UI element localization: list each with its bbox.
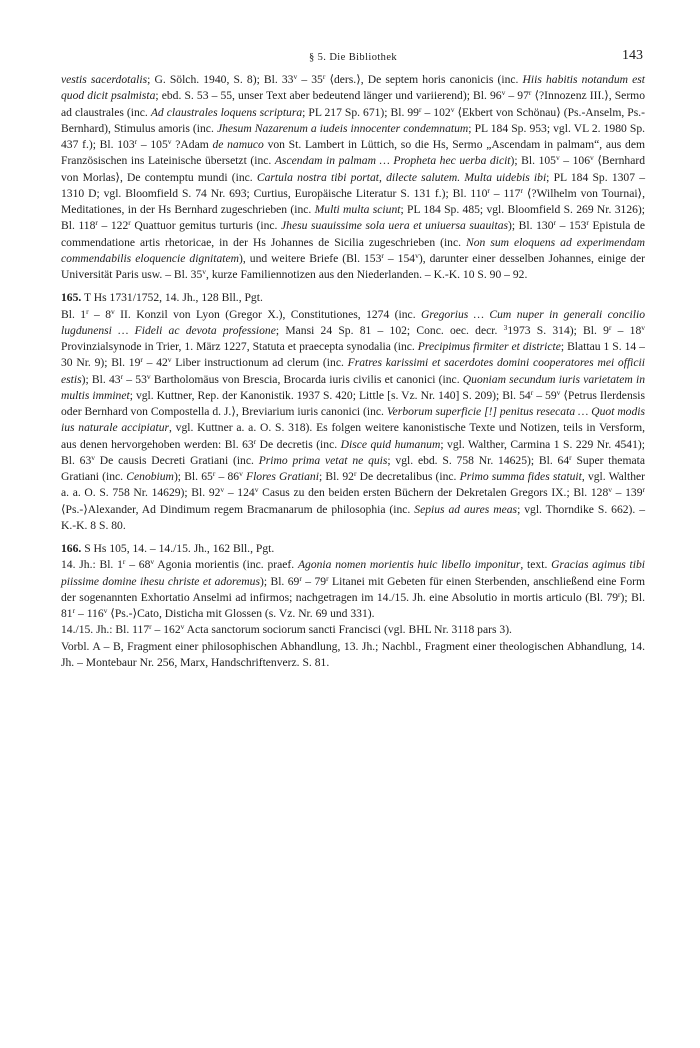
folio-side: v [150, 557, 155, 567]
text-run: – 162 [151, 623, 181, 637]
folio-side: r [586, 218, 589, 228]
text-run: Liber instructionum ad clerum (inc. [171, 356, 348, 370]
incipit-text: Jhesu suauissime sola uera et uniuersa suauitas [281, 219, 509, 233]
text-run: Litanei mit Gebeten für einen Sterbenden, anschließend eine Form der sogenannten Exhortatio Anselmi ad infirmos; nachgetragen im 14./15. Jh. eine Absolutio in mortis articulo (Bl. 79 [61, 574, 646, 604]
text-run: Agonia morientis (inc. praef. [154, 558, 298, 572]
folio-side: v [608, 485, 612, 495]
incipit-text: Precipimus firmiter et districte [417, 340, 561, 353]
folio-side: v [415, 250, 419, 260]
folio-side: v [91, 452, 95, 462]
incipit-text: Gracias agimus tibi piissime domine ihesu christe et adoremus [61, 558, 645, 588]
folio-side: v [167, 137, 172, 146]
text-run: ; vgl. Kuttner, Rep. der Kanonistik. 1937 S. 420; Little [s. Vz. Nr. 140] S. 209); Bl. 54 [129, 388, 531, 402]
text-run: ; PL 217 Sp. 671); Bl. 99 [302, 105, 419, 119]
page [61, 46, 645, 678]
folio-side: r [530, 387, 534, 397]
text-run: – 154 [383, 251, 416, 265]
text-run: Super themata Gratiani (inc. [61, 453, 645, 483]
text-run: – 18 [611, 323, 642, 337]
folio-side: r [618, 589, 621, 599]
folio-side: v [293, 72, 298, 81]
text-run: ⟨Ekbert von Schönau⟩ (Ps.-Anselm, Ps.-Bernhard), Stimulus amoris (inc. [61, 105, 645, 135]
folio-side: r [128, 218, 131, 228]
text-run: – 97 [505, 89, 529, 103]
text-run: ⟨Ps.-⟩Cato, Disticha mit Glossen (s. Vz. Nr. 69 und 331). [107, 607, 375, 620]
incipit-text: Cenobium [126, 470, 174, 483]
entry-heading [61, 290, 645, 306]
text-run: ⟨Petrus Ilerdensis oder Bernhard von Compostella d. J.⟩, Breviarium iuris canonici (inc. [61, 388, 645, 418]
text-run: – 106 [559, 154, 591, 168]
folio-side: r [608, 322, 612, 332]
folio-side: r [381, 250, 384, 260]
text-run: ⟨Bernhard von Morlas⟩, De contemptu mundi (inc. [61, 154, 645, 184]
folio-side: r [140, 355, 143, 365]
text-run: Bl. 1 [61, 307, 87, 321]
text-run: ⟨ders.⟩, De septem horis canonicis (inc. [325, 73, 523, 86]
folio-side: v [111, 306, 115, 316]
incipit-text: Agonia nomen morientis huic libello imponitur [297, 558, 521, 572]
folio-side: r [418, 104, 422, 114]
text-run: 1973 S. 314); Bl. 9 [507, 323, 609, 337]
text-run: – 153 [556, 219, 587, 233]
text-run: 14./15. Jh.: Bl. 117 [61, 623, 150, 637]
text-run: ; vgl. Walther, Carmina 1 S. 229 Nr. 4541); Bl. 63 [61, 437, 645, 467]
folio-side: r [553, 218, 557, 228]
text-run: – 116 [75, 607, 104, 620]
text-run: Epistula de commendatione artis rhetoricae, in der Hs Johannes de Sicilia zugeschrieben (inc. [61, 219, 645, 249]
running-title: § 5. Die Bibliothek [308, 52, 398, 63]
folio-side: r [487, 185, 490, 195]
text-run: ; Mansi 24 Sp. 81 – 102; Conc. oec. decr. [275, 323, 504, 337]
text-run: ; vgl. ebd. S. 758 Nr. 14625); Bl. 64 [387, 453, 570, 467]
folio-side: r [528, 88, 532, 98]
entry-shelfmark: T Hs 1731/1752, 14. Jh., 128 Bll., Pgt. [81, 291, 263, 305]
incipit-text: Gregorius … Cum nuper in generali concilio lugdunensi … Fideli ac devota professione [61, 307, 645, 337]
folio-side: v [556, 387, 561, 397]
folio-side: v [555, 153, 560, 163]
text-run: – 124 [224, 486, 255, 500]
incipit-text: Non sum eloquens ad experimendam commendabilis eloquencie dignitatem [61, 235, 645, 265]
incipit-text: Cartula nostra tibi portat, dilecte salutem. Multa uidebis ibi [256, 170, 547, 184]
text-run: 14. Jh.: Bl. 1 [61, 558, 123, 572]
folio-side: v [450, 104, 455, 114]
text-run: Bartholomäus von Brescia, Brocarda iuris civilis et canonici (inc. [150, 372, 463, 386]
folio-side: r [353, 469, 357, 478]
text-run: De decretis (inc. [256, 437, 341, 451]
folio-side: v [254, 485, 259, 495]
text-run: – 42 [142, 356, 168, 370]
text-run: ; PL 184 Sp. 1307 – 1310 D; vgl. Bloomfield S. 74 Nr. 693; Curtius, Europäische Literatur S. 131 f.); Bl. 110 [61, 170, 646, 200]
catalogue-entry [61, 290, 645, 534]
text-run: ); Bl. 81 [61, 590, 645, 620]
entry-paragraph [61, 72, 645, 283]
folio-side: r [253, 436, 257, 446]
folio-side: r [322, 72, 326, 81]
text-run: , vgl. Walther a. a. O. S. 758 Nr. 14629); Bl. 92 [61, 470, 646, 500]
text-run: , kurze Familiennotizen aus den Niederlanden. – K.-K. 10 S. 90 – 92. [206, 268, 528, 281]
text-run: ); Bl. 65 [173, 470, 213, 483]
incipit-text: Ascendam in palmam … Propheta hec uerba dicit [274, 154, 511, 168]
text-run: – 8 [88, 307, 111, 321]
entry-paragraph [61, 307, 645, 535]
incipit-text: Ad claustrales loquens scriptura [150, 105, 303, 119]
entry-number: 166. [61, 542, 82, 555]
folio-side: r [86, 306, 89, 316]
folio-side: r [326, 573, 329, 583]
text-run: , text. [520, 558, 552, 572]
text-run: , vgl. Kuttner a. a. O. S. 318). Es folgen weitere kanonistische Texte und Notizen, teils in Versform, aus denen hervorgehoben werden: Bl. 63 [61, 421, 645, 451]
text-run: ); Bl. 130 [508, 219, 554, 233]
folio-side: v [641, 322, 646, 332]
incipit-text: Hiis habitis notandum est quod dicit psalmista [61, 73, 646, 103]
text-run: ; G. Sölch. 1940, S. 8); Bl. 33 [147, 73, 294, 86]
text-run: ); Bl. 43 [81, 372, 121, 386]
text-run: ; Bl. 92 [318, 470, 354, 483]
page-number: 143 [622, 48, 643, 63]
folio-side: r [134, 137, 138, 146]
incipit-text: Multi multa sciunt [314, 203, 401, 216]
incipit-text: vestis sacerdotalis [61, 73, 148, 86]
page-header [61, 46, 645, 72]
folio-side: v [220, 485, 225, 495]
text-run: Casus zu den beiden ersten Büchern der Dekretalen Gregors IX.; Bl. 128 [258, 486, 609, 500]
text-run: De causis Decreti Gratiani (inc. [95, 453, 259, 467]
incipit-text: Primo summa fides statuit [459, 470, 582, 483]
folio-side: r [95, 218, 98, 228]
text-run: ), und weitere Briefe (Bl. 153 [239, 251, 382, 265]
folio-side: v [146, 371, 151, 381]
incipit-text: Verborum superficie [!] penitus resecata … Quot modis ius naturale accipiatur [61, 405, 646, 435]
text-run: ⟨?Innozenz III.⟩, Sermo ad claustrales (inc. [61, 89, 645, 119]
folio-side: r [122, 557, 126, 567]
text-run: II. Konzil von Lyon (Gregor X.), Constitutiones, 1274 (inc. [114, 307, 422, 321]
folio-side: 3 [503, 322, 508, 332]
incipit-text: Jhesum Nazarenum a iudeis innocenter condemnatum [216, 121, 469, 135]
folio-side: v [501, 88, 506, 98]
incipit-text: Primo prima vetat ne quis [258, 453, 388, 467]
text-run: ), darunter einer desselben Johannes, einige der Universität Paris usw. – Bl. 35 [61, 251, 646, 281]
text-run: – 117 [489, 186, 521, 200]
text-run: von St. Lambert in Lüttich, so die Hs, Sermo „Ascendam in palmam“, aus dem Französischen ins Lateinische übersetzt (inc. [61, 138, 646, 168]
text-run: ⟨Ps.-⟩Alexander, Ad Dindimum regem Bracmanarum de philosophia (inc. [61, 502, 415, 516]
text-run: ; ebd. S. 53 – 55, unser Text aber bedeutend länger und variierend); Bl. 96 [155, 89, 502, 103]
text-run: – 53 [123, 372, 147, 386]
text-run: Vorbl. A – B, Fragment einer philosophischen Abhandlung, 13. Jh.; Nachbl., Fragment einer theologischen Abhandlung, 14. Jh. – Montebaur Nr. 256, Marx, Handschriftenverz. S. 81. [61, 639, 645, 669]
text-run: ; PL 184 Sp. 485; vgl. Bloomfield S. 269 Nr. 3126); Bl. 118 [61, 203, 645, 233]
text-run: – 105 [137, 138, 168, 151]
text-run: – 79 [301, 574, 327, 588]
text-run: ); Bl. 69 [259, 574, 300, 588]
text-run: ⟨?Wilhelm von Tournai⟩, Meditationes, in der Hs Bernhard zugeschrieben (inc. [61, 186, 645, 216]
text-run: – 68 [125, 558, 151, 572]
incipit-text: Quoniam secundum iuris varietatem in multis imminet [61, 372, 645, 402]
entry-heading [61, 541, 645, 557]
incipit-text: Sepius ad aures meas [414, 502, 518, 516]
text-run: Quattuor gemitus turturis (inc. [130, 219, 282, 233]
text-run: ; vgl. Thorndike S. 662). – K.-K. 8 S. 80. [61, 502, 646, 532]
folio-side: v [103, 606, 108, 615]
text-run: – 59 [533, 388, 557, 402]
text-run: Acta sanctorum sociorum sancti Francisci (vgl. BHL Nr. 3118 pars 3). [184, 623, 512, 637]
text-run: ; PL 184 Sp. 953; vgl. VL 2. 1980 Sp. 437 f.); Bl. 103 [61, 121, 646, 151]
entry-shelfmark: S Hs 105, 14. – 14./15. Jh., 162 Bll., Pgt. [81, 542, 275, 555]
text-run: – 102 [421, 105, 451, 119]
folio-side: r [299, 573, 302, 583]
folio-side: r [212, 469, 216, 478]
entry-paragraph [61, 557, 645, 622]
folio-side: v [167, 355, 172, 365]
text-run: – 86 [215, 470, 240, 483]
folio-side: v [180, 622, 185, 632]
entry-continuation [61, 72, 645, 283]
text-run: – 122 [97, 219, 129, 233]
folio-side: r [72, 606, 76, 615]
incipit-text: Fratres karissimi et sacerdotes domini cooperatores mei officii estis [61, 356, 645, 386]
folio-side: r [149, 622, 152, 632]
entry-paragraph [61, 639, 645, 672]
body-text [61, 72, 645, 671]
text-run: Provinzialsynode in Trier, 1. März 1227, Statuta et praecepta synodalia (inc. [61, 340, 418, 353]
text-run: ); Bl. 105 [510, 154, 556, 168]
folio-side: v [202, 267, 207, 276]
folio-side: r [569, 452, 572, 462]
catalogue-entry [61, 541, 645, 671]
text-run: ; Blattau 1 S. 14 – 30 Nr. 9); Bl. 19 [61, 340, 645, 370]
text-run: De decretalibus (inc. [356, 470, 460, 483]
incipit-text: Disce quid humanum [340, 437, 441, 451]
entry-number: 165. [61, 291, 82, 305]
incipit-text: Flores Gratiani [246, 470, 319, 483]
folio-side: v [590, 153, 594, 163]
folio-side: r [642, 485, 646, 495]
text-run: – 139 [612, 486, 643, 500]
incipit-text: de namuco [212, 138, 264, 151]
folio-side: r [520, 185, 523, 195]
folio-side: v [239, 469, 243, 478]
entry-paragraph [61, 622, 645, 638]
text-run: ?Adam [171, 138, 213, 151]
text-run: – 35 [297, 73, 323, 86]
folio-side: r [120, 371, 124, 381]
